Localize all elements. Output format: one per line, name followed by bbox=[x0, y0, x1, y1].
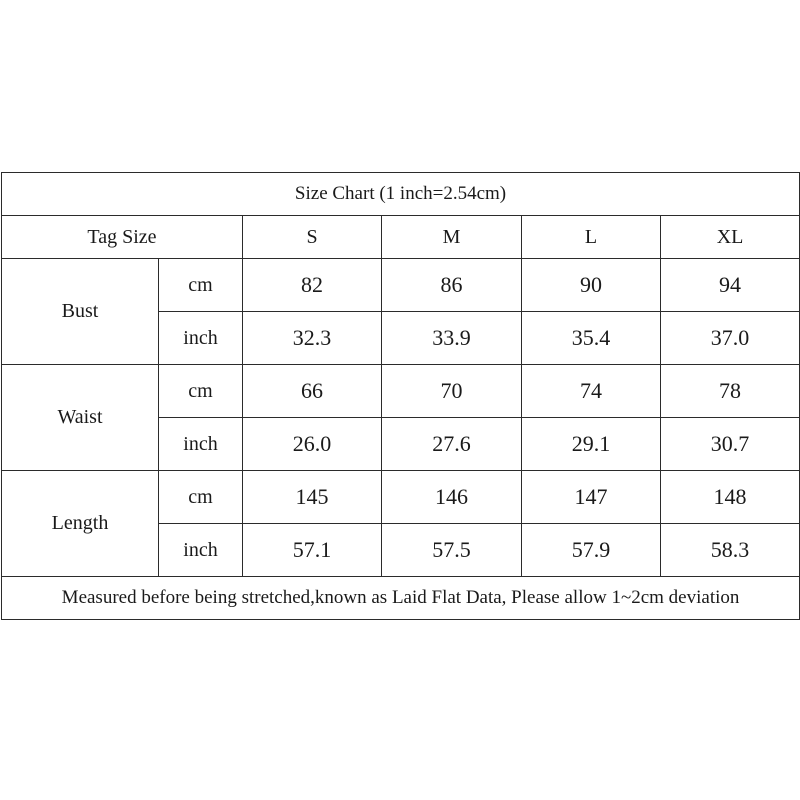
table-cell: 66 bbox=[243, 365, 382, 418]
unit-label-inch: inch bbox=[159, 524, 243, 577]
table-cell: 86 bbox=[382, 259, 522, 312]
size-chart-table bbox=[1, 172, 800, 620]
measure-label-bust: Bust bbox=[2, 259, 159, 365]
table-cell: 33.9 bbox=[382, 312, 522, 365]
size-header-xl: XL bbox=[661, 216, 800, 259]
size-header-l: L bbox=[522, 216, 661, 259]
table-cell: 148 bbox=[661, 471, 800, 524]
measure-label-waist: Waist bbox=[2, 365, 159, 471]
table-row bbox=[2, 471, 800, 524]
unit-label-cm: cm bbox=[159, 365, 243, 418]
table-cell: 70 bbox=[382, 365, 522, 418]
table-cell: 94 bbox=[661, 259, 800, 312]
table-cell: 145 bbox=[243, 471, 382, 524]
table-cell: 26.0 bbox=[243, 418, 382, 471]
table-cell: 147 bbox=[522, 471, 661, 524]
table-cell: 57.9 bbox=[522, 524, 661, 577]
table-row bbox=[2, 259, 800, 312]
table-row bbox=[2, 365, 800, 418]
unit-label-cm: cm bbox=[159, 471, 243, 524]
tag-size-label: Tag Size bbox=[2, 216, 243, 259]
table-cell: 29.1 bbox=[522, 418, 661, 471]
title-row bbox=[2, 173, 800, 216]
table-cell: 57.1 bbox=[243, 524, 382, 577]
table-cell: 82 bbox=[243, 259, 382, 312]
table-cell: 57.5 bbox=[382, 524, 522, 577]
footer-row bbox=[2, 577, 800, 620]
table-cell: 37.0 bbox=[661, 312, 800, 365]
footer-note: Measured before being stretched,known as Laid Flat Data, Please allow 1~2cm deviation bbox=[2, 577, 800, 620]
table-cell: 58.3 bbox=[661, 524, 800, 577]
table-title: Size Chart (1 inch=2.54cm) bbox=[2, 173, 800, 216]
size-header-s: S bbox=[243, 216, 382, 259]
table-cell: 32.3 bbox=[243, 312, 382, 365]
table-cell: 27.6 bbox=[382, 418, 522, 471]
header-row bbox=[2, 216, 800, 259]
table-cell: 78 bbox=[661, 365, 800, 418]
table-cell: 90 bbox=[522, 259, 661, 312]
size-header-m: M bbox=[382, 216, 522, 259]
unit-label-cm: cm bbox=[159, 259, 243, 312]
measure-label-length: Length bbox=[2, 471, 159, 577]
table-cell: 146 bbox=[382, 471, 522, 524]
table-cell: 30.7 bbox=[661, 418, 800, 471]
table-cell: 74 bbox=[522, 365, 661, 418]
unit-label-inch: inch bbox=[159, 418, 243, 471]
unit-label-inch: inch bbox=[159, 312, 243, 365]
table-cell: 35.4 bbox=[522, 312, 661, 365]
